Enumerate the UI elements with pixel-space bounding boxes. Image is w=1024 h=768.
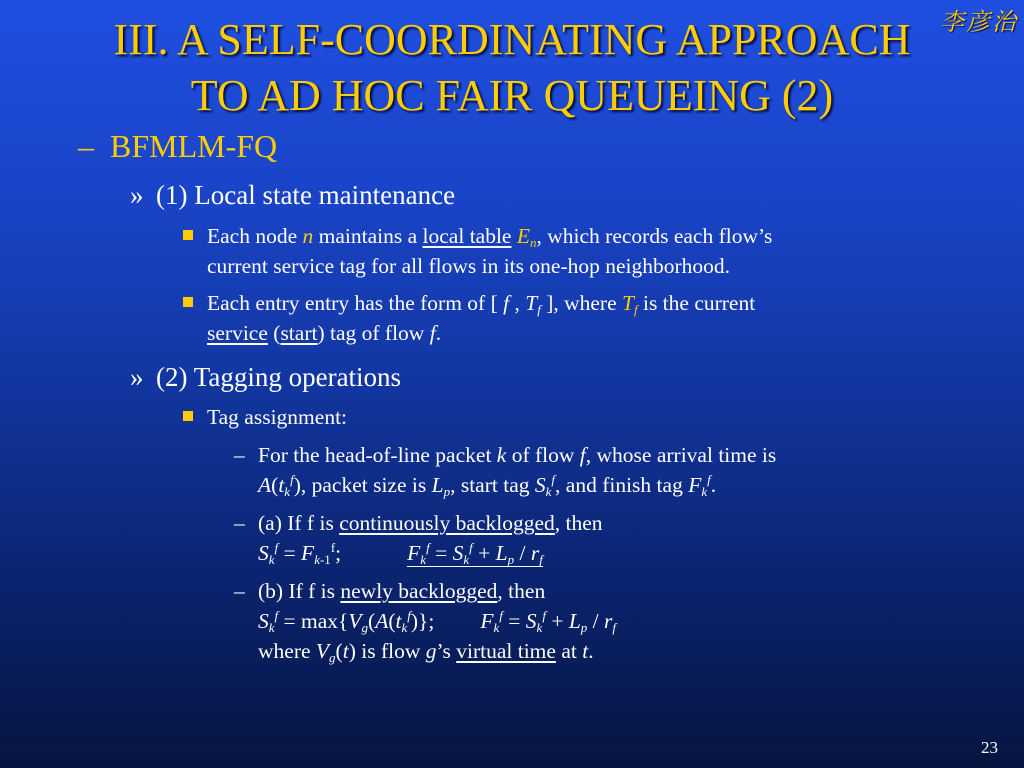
- item-text: For the head-of-line packet k of flow f, whose arrival time is $A(t_k^f)$, packet size is $L_p$, start tag $S_k^f$, and finish tag $F_k^f$.: [258, 443, 777, 499]
- item-text: (a) If f is continuously backlogged, then $S_k^f = F_{k-1}^f$; $F_k^f = S_k^f + L_p / r_f$: [258, 511, 603, 567]
- chevron-marker: »: [130, 180, 144, 210]
- equation-finish-tag: $F_k^f = S_k^f + L_p / r_f$: [480, 608, 617, 635]
- dash-marker: –: [234, 443, 245, 467]
- equation-start-tag: $S_k^f = F_{k-1}^f$;: [258, 540, 342, 567]
- slide-title-line-2: TO AD HOC FAIR QUEUEING (2): [190, 71, 834, 120]
- square-bullet-icon: [183, 297, 193, 307]
- slide-title-line-1: III. A SELF-COORDINATING APPROACH: [113, 15, 911, 64]
- chevron-marker: »: [130, 362, 144, 392]
- subsection-tagging: [130, 360, 401, 394]
- item-newly-backlogged: [234, 576, 994, 670]
- dash-marker: –: [78, 128, 94, 164]
- page-number: 23: [981, 738, 998, 757]
- square-bullet-icon: [183, 230, 193, 240]
- dash-marker: –: [234, 511, 245, 535]
- subsection-label: (2) Tagging operations: [156, 362, 402, 392]
- dash-marker: –: [234, 579, 245, 603]
- section-heading: [78, 126, 277, 166]
- bullet-text: Each node n maintains a local table $E_n$, which records each flow’s current service tag for all flows in its one-hop neighborhood.: [207, 224, 773, 278]
- author-logo: 李彦治: [940, 10, 1018, 36]
- section-label: BFMLM-FQ: [110, 128, 278, 164]
- item-text: (b) If f is newly backlogged, then $S_k^f = \max\{V_g(A(t_k^f)\}$; $F_k^f = S_k^f + L_p / r_f$ where $V_g(t)$ is flow g’s virtual time at t.: [258, 579, 617, 665]
- item-continuously-backlogged: [234, 508, 994, 570]
- equation-finish-tag: $F_k^f = S_k^f + L_p / r_f$: [407, 540, 543, 567]
- bullet-local-table: [183, 221, 983, 283]
- bullet-tag-assignment: [183, 402, 583, 434]
- slide-title: [0, 12, 1024, 124]
- item-head-of-line: [234, 440, 994, 502]
- subsection-label: (1) Local state maintenance: [156, 180, 456, 210]
- bullet-text: Tag assignment:: [207, 405, 348, 429]
- bullet-text: Each entry entry has the form of [ f , $T_f$ ], where $T_f$ is the current service (start) tag of flow f.: [207, 291, 756, 345]
- subsection-local-state: [130, 178, 455, 212]
- equation-start-tag: $S_k^f = \max\{V_g(A(t_k^f)\}$;: [258, 608, 435, 635]
- bullet-entry-form: [183, 288, 983, 350]
- square-bullet-icon: [183, 411, 193, 421]
